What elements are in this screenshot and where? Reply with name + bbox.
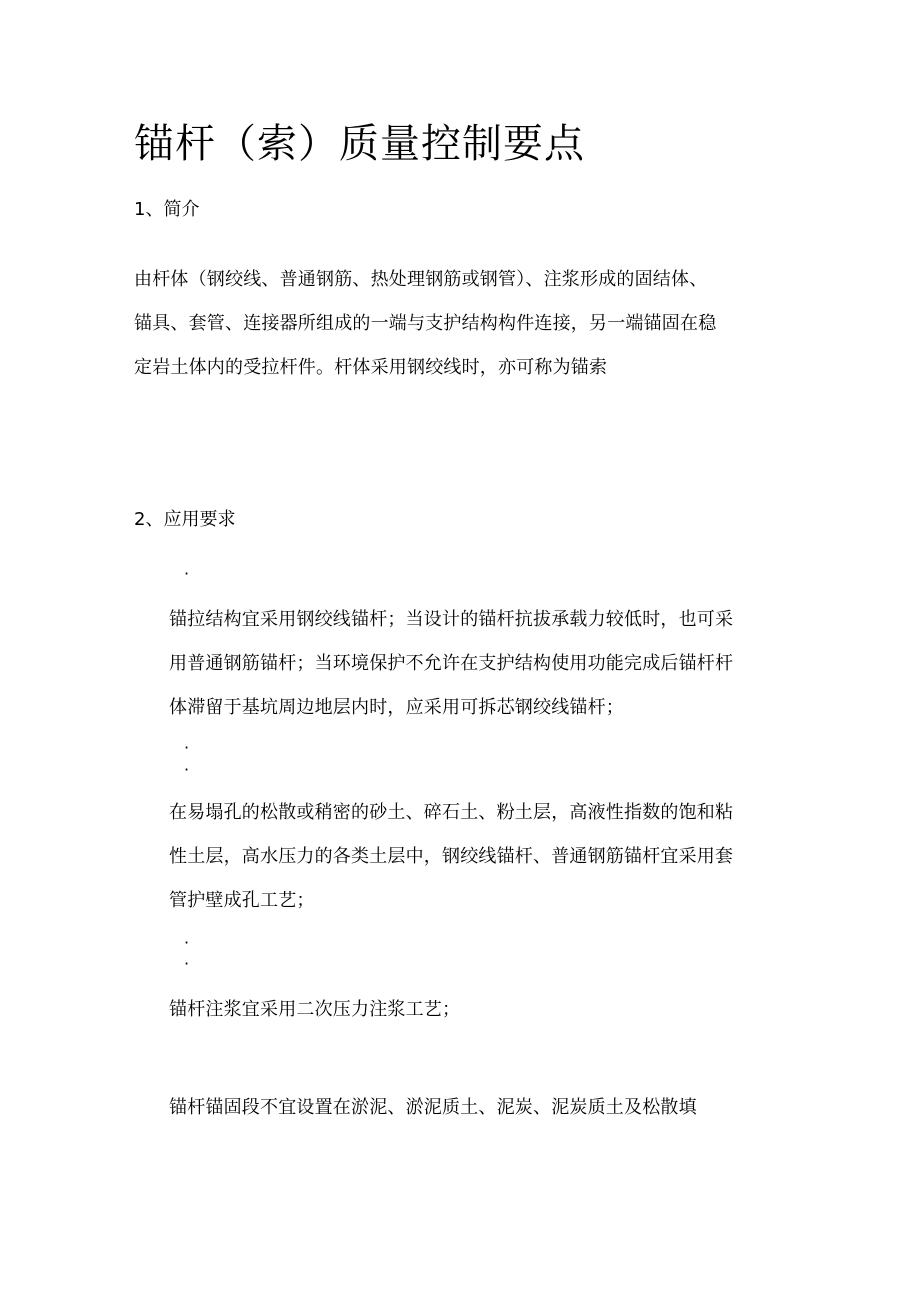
bullet-marker: ·	[184, 933, 190, 952]
requirement-line: 锚拉结构宜采用钢绞线锚杆；当设计的锚杆抗拔承载力较低时，也可采	[169, 609, 734, 630]
requirement-line: 管护壁成孔工艺；	[169, 890, 315, 911]
requirement-line: 体滞留于基坑周边地层内时，应采用可拆芯钢绞线锚杆；	[169, 697, 624, 718]
requirement-line: 性土层，高水压力的各类土层中，钢绞线锚杆、普通钢筋锚杆宜采用套	[169, 846, 734, 867]
paragraph-line: 由杆体（钢绞线、普通钢筋、热处理钢筋或钢管）、注浆形成的固结体、	[134, 269, 708, 290]
bullet-marker: ·	[184, 738, 190, 757]
bullet-marker: ·	[184, 954, 190, 973]
requirement-line: 用普通钢筋锚杆；当环境保护不允许在支护结构使用功能完成后锚杆杆	[169, 653, 734, 674]
paragraph-line: 锚具、套管、连接器所组成的一端与支护结构构件连接，另一端锚固在稳	[134, 313, 717, 334]
requirement-item-2	[169, 791, 733, 923]
intro-paragraph	[134, 258, 716, 390]
paragraph-line: 定岩土体内的受拉杆件。杆体采用钢绞线时，亦可称为锚索	[134, 357, 608, 378]
bullet-marker: ·	[184, 760, 190, 779]
requirement-line: 在易塌孔的松散或稍密的砂土、碎石土、粉土层，高液性指数的饱和粘	[169, 802, 734, 823]
section-heading-requirements: 2、应用要求	[134, 509, 236, 530]
bullet-marker: ·	[184, 564, 190, 583]
requirement-item-3	[169, 988, 460, 1032]
requirement-line: 锚杆注浆宜采用二次压力注浆工艺；	[169, 999, 461, 1020]
requirement-line: 锚杆锚固段不宜设置在淤泥、淤泥质土、泥炭、泥炭质土及松散填	[169, 1097, 697, 1118]
requirement-item-4	[169, 1086, 697, 1130]
section-heading-intro: 1、简介	[134, 199, 200, 220]
requirement-item-1	[169, 598, 733, 730]
document-title: 锚杆（索）质量控制要点	[134, 121, 585, 167]
